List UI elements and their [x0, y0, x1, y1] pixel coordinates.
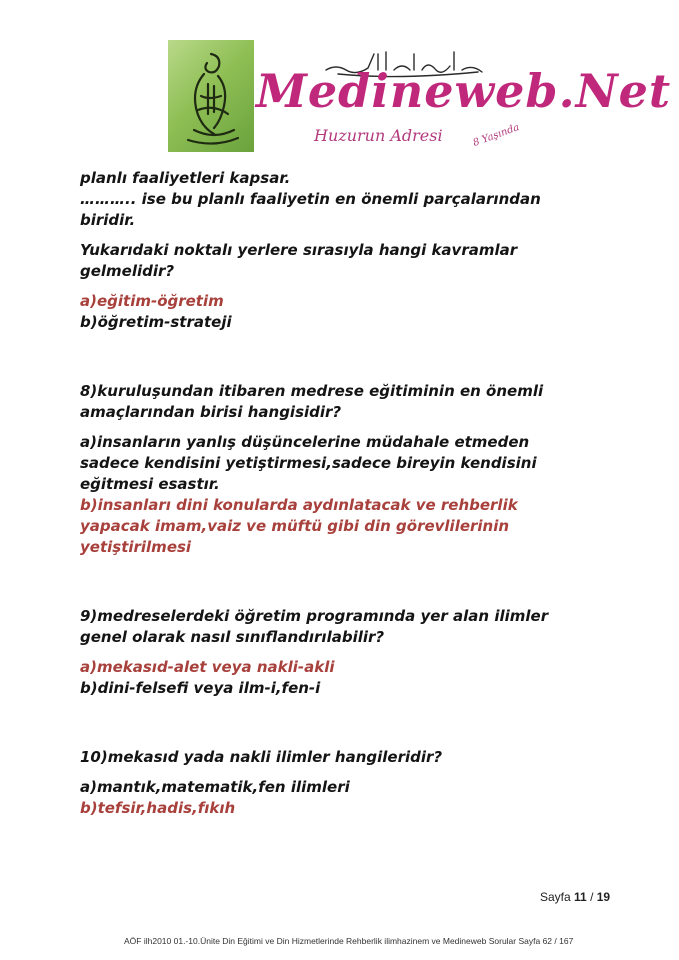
- correct-answer: a)mekasıd-alet veya nakli-akli: [80, 658, 335, 676]
- answer-option: a)mantık,matematik,fen ilimleri: [80, 778, 350, 796]
- answer-option: sadece kendisini yetiştirmesi,sadece bireyin kendisini: [80, 454, 537, 472]
- correct-answer: a)eğitim-öğretim: [80, 292, 224, 310]
- question-text: gelmelidir?: [80, 262, 175, 280]
- page-separator: /: [590, 890, 594, 904]
- calligraphy-figure-image: [168, 40, 254, 152]
- question-9: genel olarak nasıl sınıflandırılabilir?: [80, 628, 385, 646]
- question-8: amaçlarından birisi hangisidir?: [80, 403, 342, 421]
- question-8: 8)kuruluşundan itibaren medrese eğitiminin en önemli: [80, 382, 544, 400]
- correct-answer: b)insanları dini konularda aydınlatacak ve rehberlik: [80, 496, 518, 514]
- question-10: 10)mekasıd yada nakli ilimler hangileridir?: [80, 748, 443, 766]
- text-line: biridir.: [80, 211, 136, 229]
- page-total: 19: [596, 890, 611, 904]
- site-logo: [168, 40, 672, 155]
- correct-answer: yapacak imam,vaiz ve müftü gibi din görevlilerinin: [80, 517, 510, 535]
- question-text: Yukarıdaki noktalı yerlere sırasıyla hangi kavramlar: [80, 241, 518, 259]
- text-line: ……….. ise bu planlı faaliyetin en önemli parçalarından: [80, 190, 541, 208]
- page-content: [80, 168, 600, 819]
- answer-option: b)öğretim-strateji: [80, 313, 232, 331]
- logo-age-badge: 8 Yaşında: [471, 122, 521, 149]
- answer-option: eğitmesi esastır.: [80, 475, 220, 493]
- page-number: [540, 890, 610, 904]
- answer-option: a)insanların yanlış düşüncelerine müdahale etmeden: [80, 433, 530, 451]
- question-9: 9)medreselerdeki öğretim programında yer alan ilimler: [80, 607, 549, 625]
- text-line: planlı faaliyetleri kapsar.: [80, 169, 291, 187]
- correct-answer: b)tefsir,hadis,fıkıh: [80, 799, 236, 817]
- logo-title: Medineweb.Net: [256, 64, 672, 118]
- page-label: Sayfa: [540, 890, 571, 904]
- page-current: 11: [574, 890, 587, 904]
- logo-subtitle: Huzurun Adresi: [314, 126, 443, 145]
- document-footer: AÖF ilh2010 01.-10.Ünite Din Eğitimi ve Din Hizmetlerinde Rehberlik ilimhazinem ve Medineweb Sorular Sayfa 62 / 167: [124, 936, 574, 946]
- correct-answer: yetiştirilmesi: [80, 538, 192, 556]
- answer-option: b)dini-felsefi veya ilm-i,fen-i: [80, 679, 321, 697]
